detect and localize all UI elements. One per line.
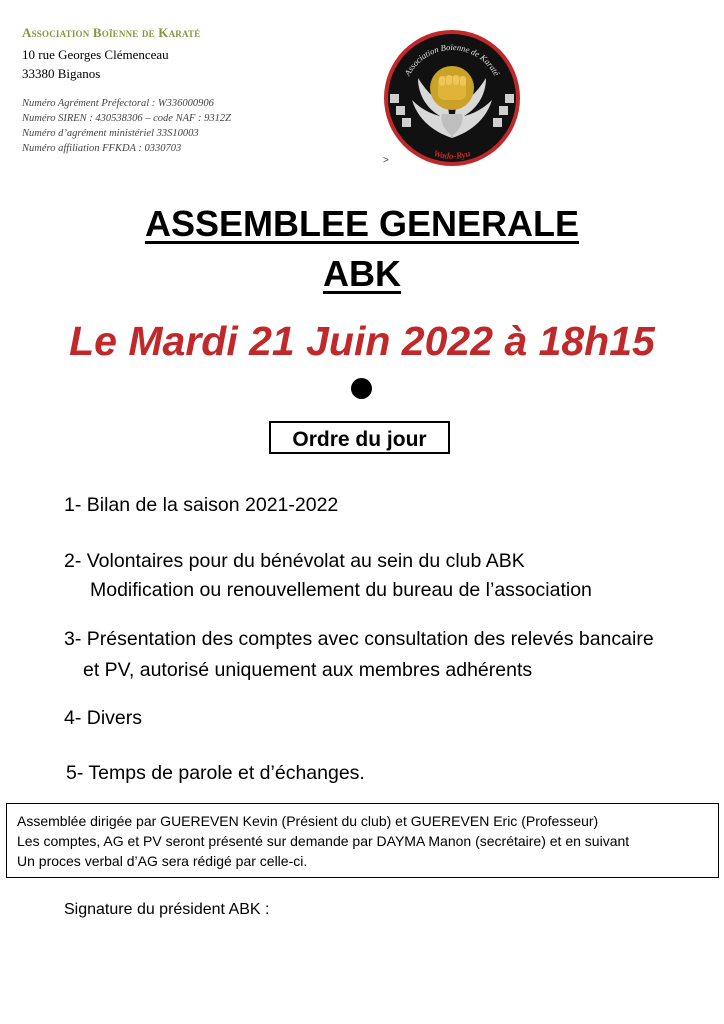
agreement-line: Numéro Agrément Préfectoral : W336000906: [22, 98, 214, 109]
agreement-line: Numéro SIREN : 430538306 – code NAF : 9312Z: [22, 113, 232, 124]
bullet-dot-icon: [351, 378, 372, 399]
logo-bottom-text: Wado-Ryu: [432, 147, 472, 161]
org-name: Association Boïenne de Karaté: [22, 25, 201, 40]
page-title: [0, 203, 724, 245]
signature-label: Signature du président ABK :: [64, 901, 270, 918]
agenda-item-continuation: et PV, autorisé uniquement aux membres adhérents: [83, 659, 533, 681]
logo-top-text: Association Boïenne de Karaté: [402, 41, 502, 78]
title-line-2: ABK: [323, 253, 401, 294]
agreement-line: Numéro d’agrément ministériel 33S10003: [22, 128, 199, 139]
agenda-item: 3- Présentation des comptes avec consultation des relevés bancaire: [64, 628, 654, 650]
org-city: 33380 Biganos: [22, 66, 101, 81]
agenda-item: 5- Temps de parole et d’échanges.: [66, 762, 365, 784]
agreement-line: Numéro affiliation FFKDA : 0330703: [22, 143, 182, 154]
fist-icon: [430, 66, 474, 110]
agenda-item: 4- Divers: [64, 707, 143, 729]
title-line-1: ASSEMBLEE GENERALE: [144, 203, 580, 244]
agenda-item: 1- Bilan de la saison 2021-2022: [64, 494, 339, 516]
meeting-date: Le Mardi 21 Juin 2022 à 18h15: [69, 318, 655, 364]
note-line: Les comptes, AG et PV seront présenté sur demande par DAYMA Manon (secrétaire) et en suivant: [17, 833, 630, 849]
page-subtitle: [0, 253, 724, 295]
note-line: Assemblée dirigée par GUEREVEN Kevin (Présient du club) et GUEREVEN Eric (Professeur): [17, 813, 599, 829]
agenda-item-continuation: Modification ou renouvellement du bureau de l’association: [90, 579, 592, 601]
notes-box: [6, 803, 719, 878]
agenda-item: 2- Volontaires pour du bénévolat au sein du club ABK: [64, 550, 525, 572]
org-street: 10 rue Georges Clémenceau: [22, 47, 169, 62]
note-line: Un proces verbal d’AG sera rédigé par celle-ci.: [17, 853, 308, 869]
agenda-title: Ordre du jour: [292, 428, 427, 451]
club-logo: [382, 28, 522, 168]
logo-caption-mark: >: [383, 155, 389, 166]
agenda-title-box: [269, 421, 450, 454]
